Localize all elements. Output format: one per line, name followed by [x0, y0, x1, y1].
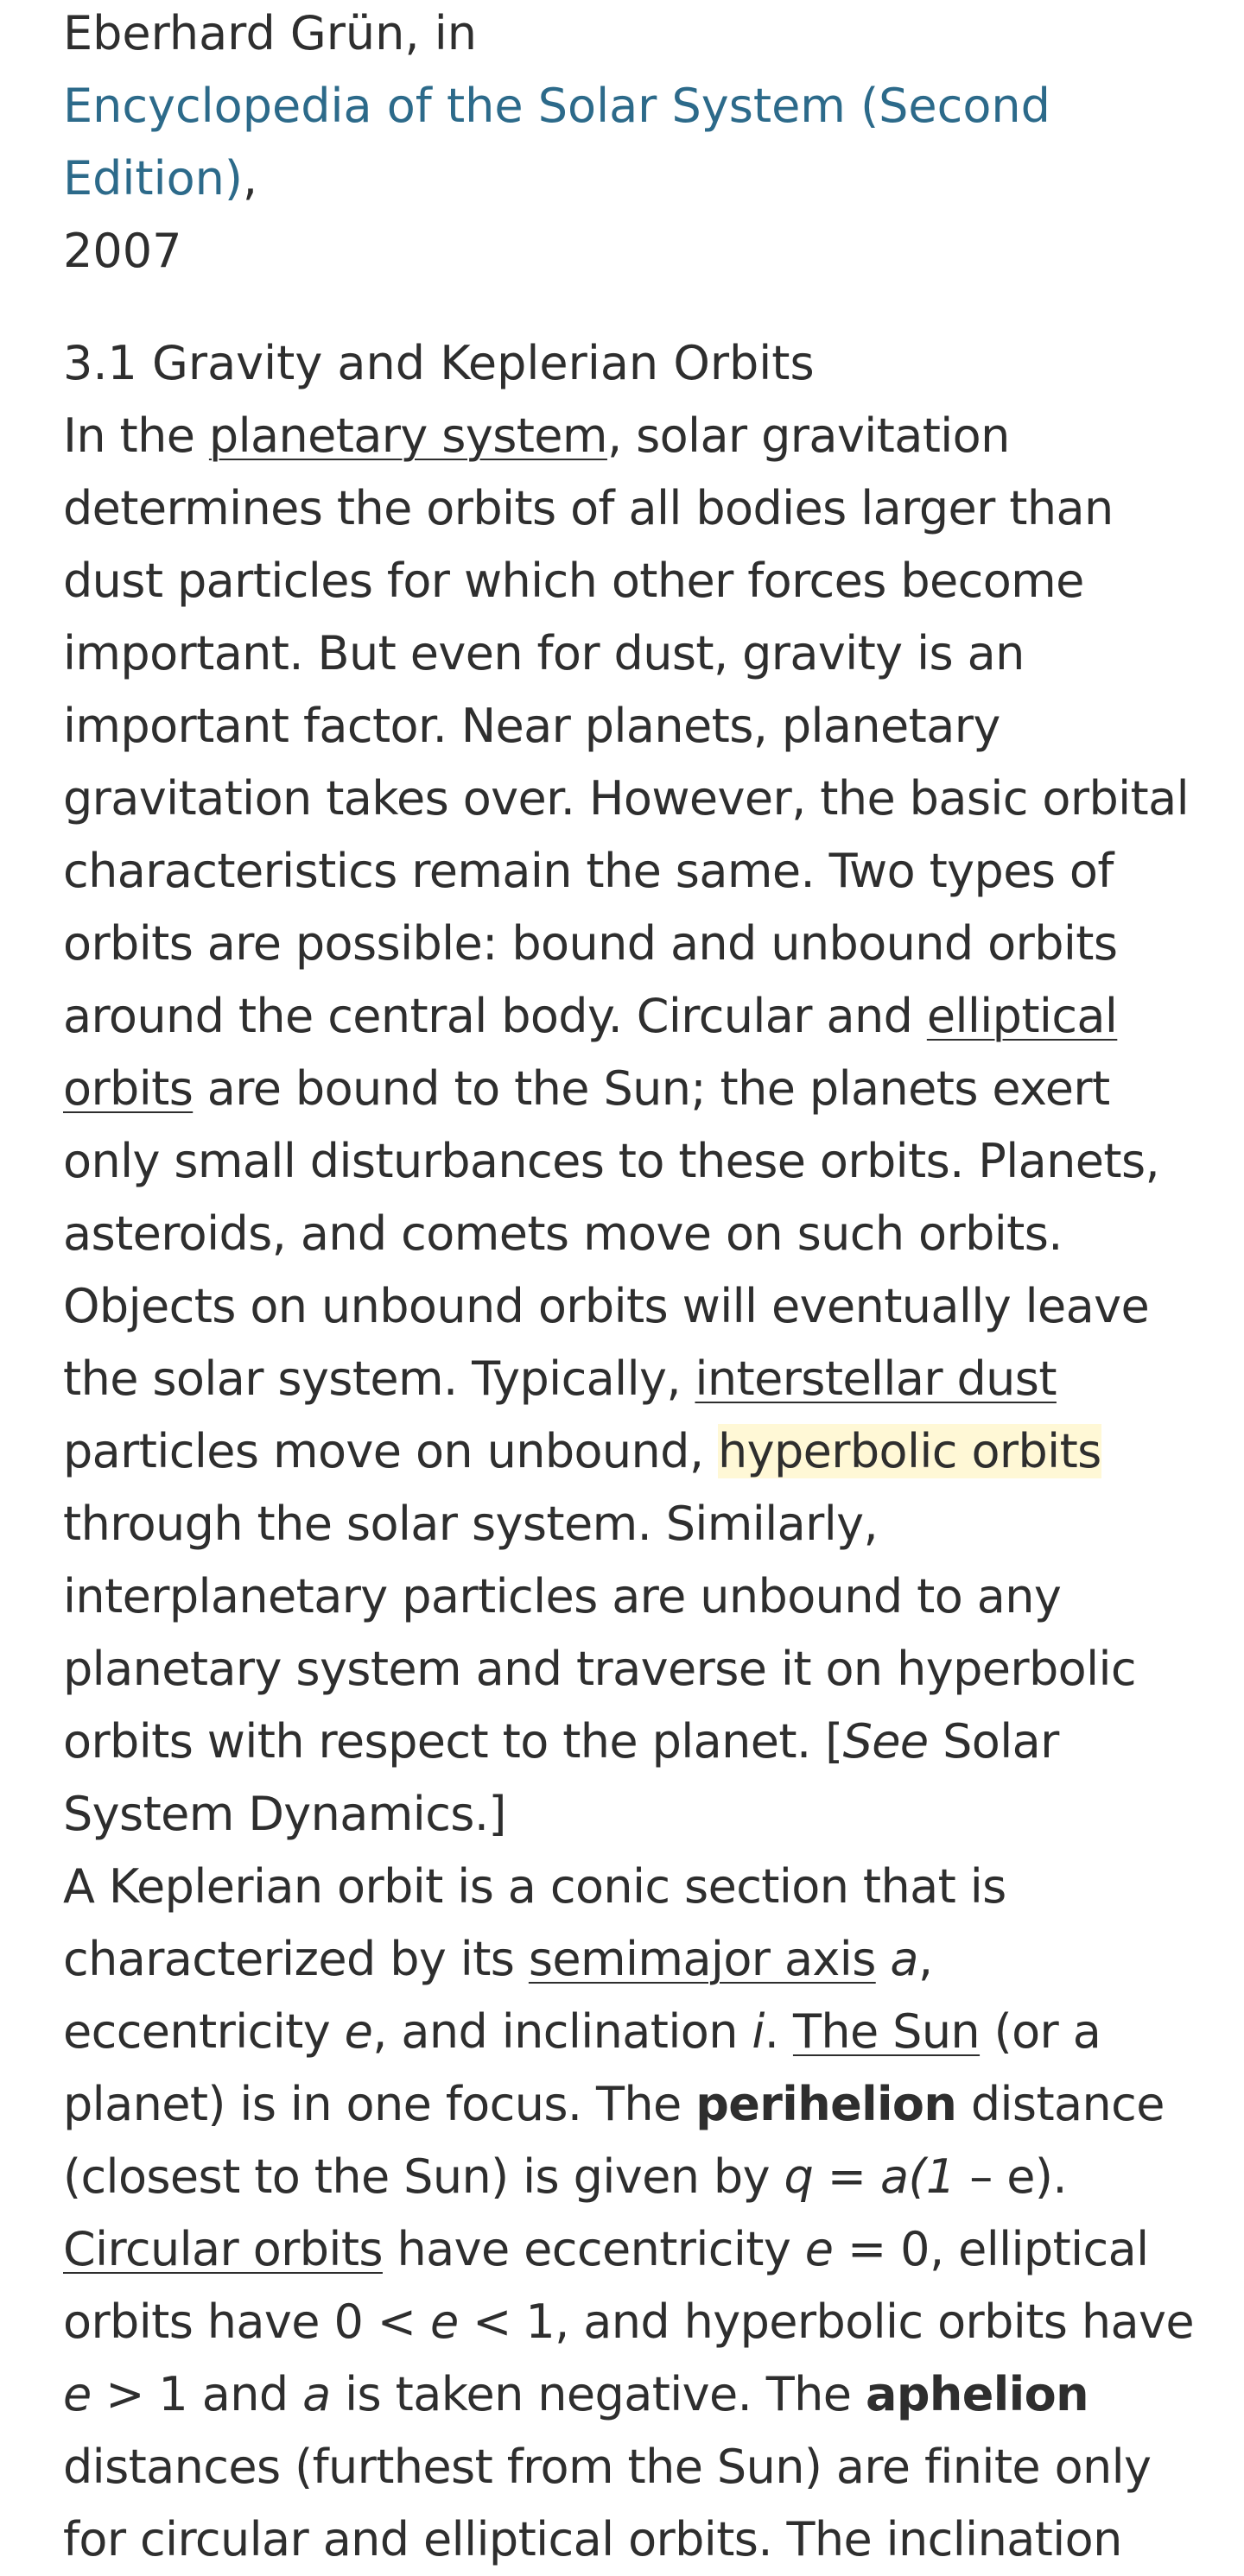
link-elliptical-orbits[interactable]: elliptical orbits — [63, 989, 1118, 1116]
text-run: . — [764, 2004, 793, 2059]
term-aphelion: aphelion — [865, 2367, 1088, 2421]
text-run — [876, 1932, 891, 1986]
citation-comma: , — [242, 151, 258, 206]
text-run: is taken negative. The — [330, 2367, 866, 2421]
highlight-hyperbolic-orbits: hyperbolic orbits — [718, 1424, 1101, 1478]
text-run: distance (closest to the Sun) is given by — [63, 2077, 1165, 2204]
text-run: = — [813, 2149, 880, 2204]
text-run: = 0, elliptical orbits have 0 < — [63, 2222, 1149, 2349]
see-italic: See — [842, 1714, 929, 1769]
link-circular-orbits[interactable]: Circular orbits — [63, 2222, 383, 2276]
text-run: < 1, and hyperbolic orbits have — [458, 2294, 1194, 2349]
text-run: particles move on unbound, — [63, 1424, 718, 1478]
text-run: , eccentricity — [63, 1932, 933, 2059]
link-the-sun[interactable]: The Sun — [792, 2004, 981, 2059]
text-run: , and inclination — [372, 2004, 752, 2059]
variable-q: q — [784, 2149, 814, 2204]
link-interstellar-dust[interactable]: interstellar dust — [695, 1351, 1057, 1406]
text-run: In the — [63, 408, 209, 463]
link-semimajor-axis[interactable]: semimajor axis — [528, 1932, 876, 1986]
section-heading: 3.1 Gravity and Keplerian Orbits — [63, 336, 815, 390]
variable-e: e — [804, 2222, 834, 2276]
link-planetary-system[interactable]: planetary system — [208, 408, 607, 463]
text-run: Solar System Dynamics.] — [63, 1714, 1059, 1841]
variable-e: e — [429, 2294, 459, 2349]
citation-source-line — [63, 70, 1209, 215]
text-run: – e). — [955, 2149, 1067, 2204]
variable-a: a — [879, 2149, 909, 2204]
citation-block — [63, 0, 1209, 288]
text-run: through the solar system. Similarly, interplanetary particles are unbound to any planetary system and traverse it on hyperbolic orbits with respect to the planet. [ — [63, 1497, 1136, 1769]
text-run: distances (furthest from the Sun) are finite only for circular and elliptical orbits. The inclination — [63, 2440, 1152, 2567]
term-perihelion: perihelion — [695, 2077, 957, 2131]
text-run: > 1 and — [91, 2367, 303, 2421]
variable-e: e — [344, 2004, 373, 2059]
variable-a: a — [302, 2367, 331, 2421]
citation-year: 2007 — [63, 224, 182, 278]
citation-author: Eberhard Grün, in — [63, 6, 477, 60]
variable-a: a — [890, 1932, 918, 1986]
text-run: are bound to the Sun; the planets exert only small disturbances to these orbits. Planets, asteroids, and comets move on such orbits. Objects on unbound orbits will eventually leave the solar system. Typically, — [63, 1061, 1160, 1406]
text-run: A Keplerian orbit is a conic section that is characterized by its — [63, 1859, 1006, 1986]
variable-e: e — [63, 2367, 92, 2421]
paragraph-orbits — [63, 400, 1209, 1851]
paragraph-keplerian — [63, 1851, 1209, 2576]
text-run: have eccentricity — [382, 2222, 805, 2276]
variable-i: i — [752, 2004, 765, 2059]
text-run: (or a planet) is in one focus. The — [63, 2004, 1101, 2131]
variable-one: (1 — [908, 2149, 955, 2204]
source-title-link[interactable]: Encyclopedia of the Solar System (Second Edition) — [63, 79, 1050, 206]
text-run: , solar gravitation determines the orbits of all bodies larger than dust particles for which other forces become important. But even for dust, gravity is an important factor. Near planets, planetary gravitation takes over. However, the basic orbital characteristics remain the same. Two types of orbits are possible: bound and unbound orbits around the central body. Circular and — [63, 408, 1189, 1043]
